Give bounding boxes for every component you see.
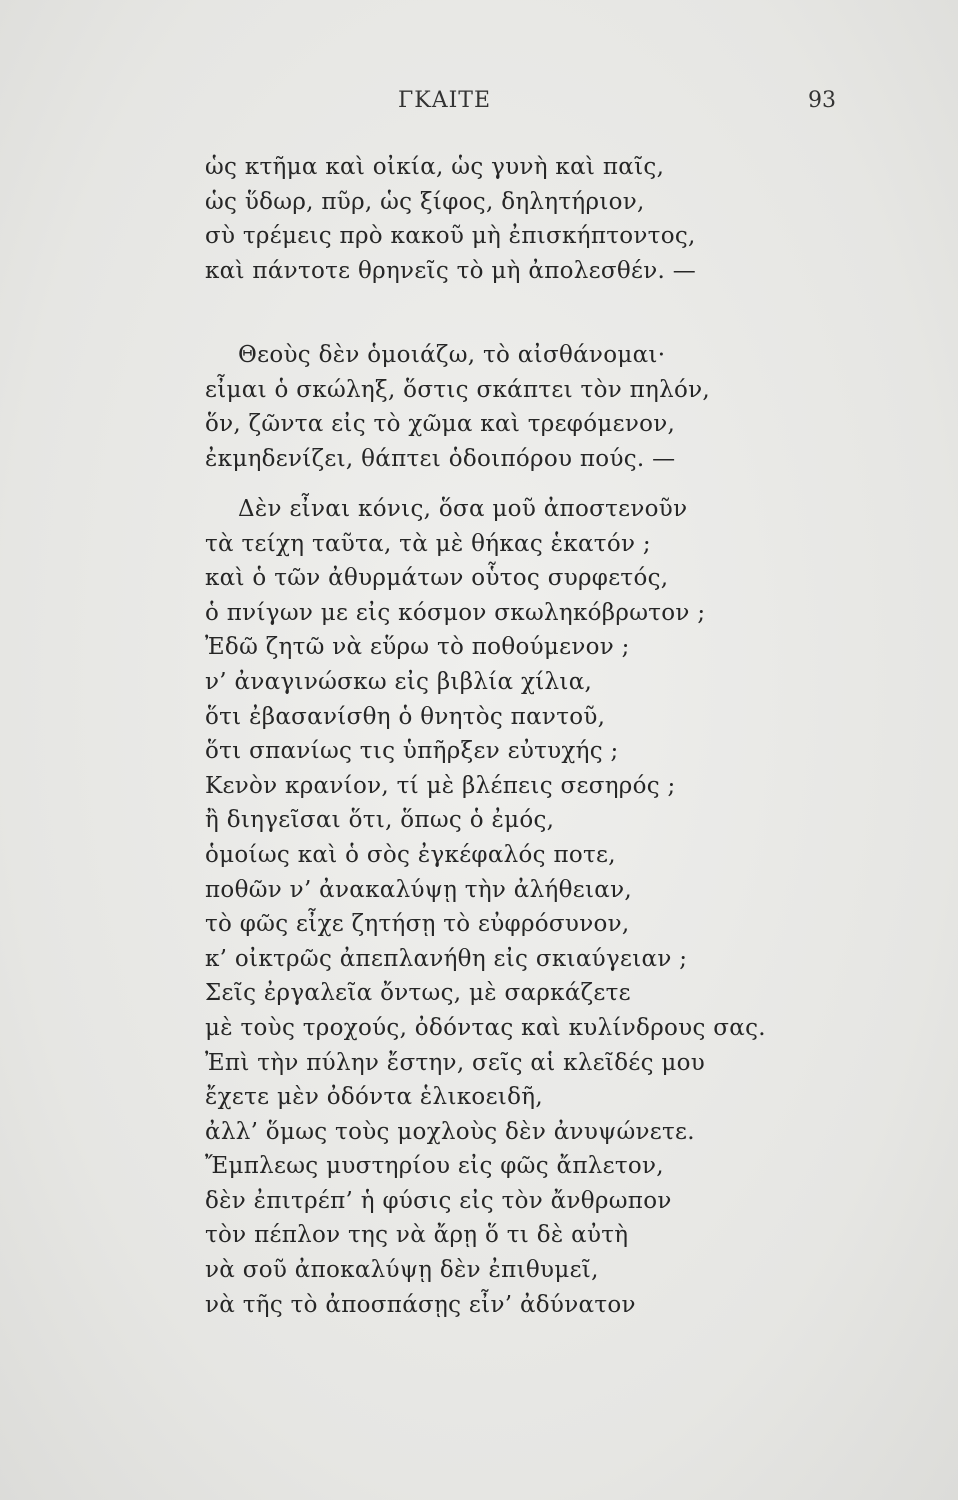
verse-line: Ἐπὶ τὴν πύλην ἔστην, σεῖς αἱ κλεῖδές μου <box>205 1049 706 1076</box>
verse-line: ν’ ἀναγινώσκω εἰς βιβλία χίλια, <box>205 668 593 695</box>
verse-line: ὅν, ζῶντα εἰς τὸ χῶμα καὶ τρεφόμενον, <box>205 411 676 438</box>
verse-line: καὶ ὁ τῶν ἀθυρμάτων οὗτος συρφετός, <box>205 565 669 592</box>
verse-line: νὰ τῆς τὸ ἀποσπάσῃς εἶν’ ἀδύνατον <box>205 1291 636 1318</box>
stanza-1 <box>205 150 725 288</box>
verse-line: ὅτι ἐβασανίσθη ὁ θνητὸς παντοῦ, <box>205 703 606 730</box>
verse-line: καὶ πάντοτε θρηνεῖς τὸ μὴ ἀπολεσθέν. — <box>205 257 697 284</box>
verse-line: ἔχετε μὲν ὀδόντα ἑλικοειδῆ, <box>205 1084 543 1111</box>
running-title: ΓΚΑΙΤΕ <box>398 88 492 113</box>
stanza-3 <box>205 492 766 1322</box>
verse-line: δὲν ἐπιτρέπ’ ἡ φύσις εἰς τὸν ἄνθρωπον <box>205 1187 672 1214</box>
verse-line: Ἔμπλεως μυστηρίου εἰς φῶς ἄπλετον, <box>205 1153 664 1180</box>
page-number: 93 <box>808 88 836 113</box>
verse-line: ἐκμηδενίζει, θάπτει ὁδοιπόρου πούς. — <box>205 445 676 472</box>
verse-line: τὸ φῶς εἶχε ζητήσῃ τὸ εὐφρόσυνον, <box>205 911 630 938</box>
verse-line: Σεῖς ἐργαλεῖα ὄντως, μὲ σαρκάζετε <box>205 980 631 1007</box>
verse-line: ὡς κτῆμα καὶ οἰκία, ὡς γυνὴ καὶ παῖς, <box>205 154 665 180</box>
verse-line: τὰ τείχη ταῦτα, τὰ μὲ θήκας ἑκατόν ; <box>205 530 651 557</box>
stanza-2 <box>205 338 725 476</box>
verse-line: Δὲν εἶναι κόνις, ὅσα μοῦ ἀποστενοῦν <box>238 496 688 522</box>
verse-line: ἢ διηγεῖσαι ὅτι, ὅπως ὁ ἐμός, <box>205 807 555 834</box>
verse-line: Θεοὺς δὲν ὁμοιάζω, τὸ αἰσθάνομαι· <box>238 342 666 368</box>
verse-line: ὁ πνίγων με εἰς κόσμον σκωληκόβρωτον ; <box>205 599 706 626</box>
verse-line: Ἐδῶ ζητῶ νὰ εὕρω τὸ ποθούμενον ; <box>205 634 630 661</box>
verse-line: κ’ οἰκτρῶς ἀπεπλανήθη εἰς σκιαύγειαν ; <box>205 945 688 972</box>
verse-line: νὰ σοῦ ἀποκαλύψῃ δὲν ἐπιθυμεῖ, <box>205 1257 599 1284</box>
verse-line: εἶμαι ὁ σκώληξ, ὅστις σκάπτει τὸν πηλόν, <box>205 376 711 403</box>
verse-line: τὸν πέπλον της νὰ ἄρῃ ὅ τι δὲ αὐτὴ <box>205 1222 629 1249</box>
verse-line: μὲ τοὺς τροχούς, ὀδόντας καὶ κυλίνδρους σας. <box>205 1014 766 1041</box>
verse-line: Κενὸν κρανίον, τί μὲ βλέπεις σεσηρός ; <box>205 772 676 799</box>
verse-line: ὁμοίως καὶ ὁ σὸς ἐγκέφαλός ποτε, <box>205 841 616 868</box>
running-header <box>0 88 958 118</box>
verse-line: σὺ τρέμεις πρὸ κακοῦ μὴ ἐπισκήπτοντος, <box>205 223 696 250</box>
verse-line: ὅτι σπανίως τις ὑπῆρξεν εὐτυχής ; <box>205 738 619 765</box>
verse-line: ὡς ὕδωρ, πῦρ, ὡς ξίφος, δηλητήριον, <box>205 188 645 215</box>
verse-line: ποθῶν ν’ ἀνακαλύψῃ τὴν ἀλήθειαν, <box>205 876 632 903</box>
verse-line: ἀλλ’ ὅμως τοὺς μοχλοὺς δὲν ἀνυψώνετε. <box>205 1118 695 1145</box>
